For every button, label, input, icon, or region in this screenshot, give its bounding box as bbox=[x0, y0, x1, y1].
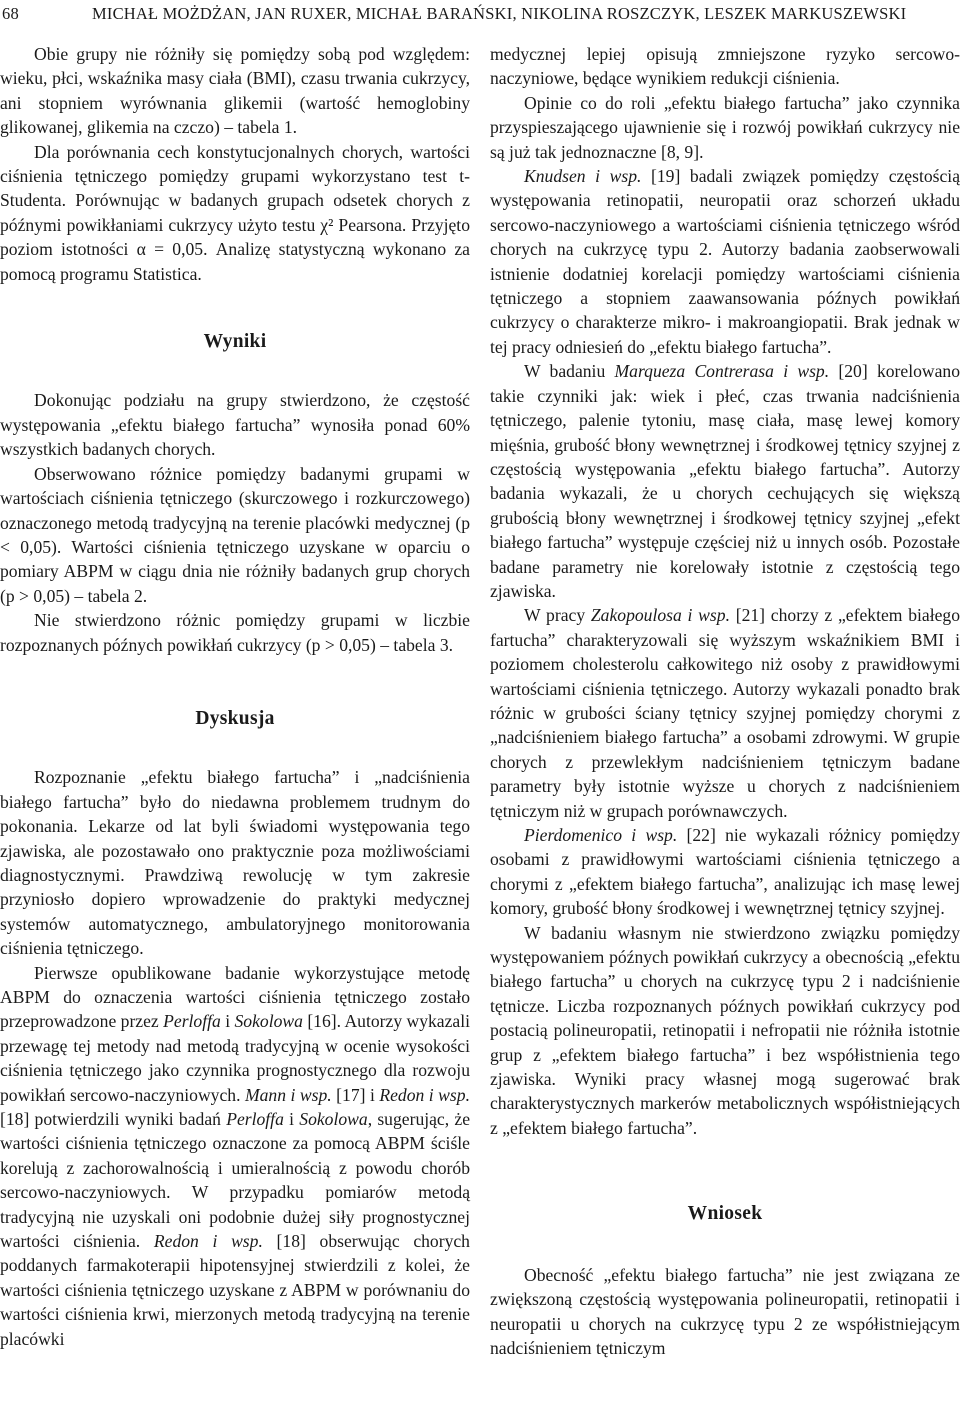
text-run: W badaniu bbox=[524, 361, 615, 382]
section-heading-results: Wyniki bbox=[203, 331, 267, 353]
text-run: i bbox=[220, 1011, 235, 1032]
page-number: 68 bbox=[2, 4, 19, 23]
paragraph-opinions: Opinie co do roli „efektu białego fartucha” jako czynnika przyspieszającego ujawnienie się i rozwój powikłań cukrzycy nie są już tak jednoznaczne [8, 9]. bbox=[490, 92, 960, 162]
author-name: Mann i wsp. bbox=[244, 1084, 332, 1105]
text-run: i bbox=[283, 1109, 300, 1130]
paragraph-results-3: Nie stwierdzono różnic pomiędzy grupami w liczbie rozpoznanych późnych powikłań cukrzycy (p > 0,05) – tabela 3. bbox=[0, 610, 470, 655]
author-name: Redon i wsp. bbox=[379, 1084, 470, 1105]
author-name: Marqueza Contrerasa i wsp. bbox=[614, 361, 830, 382]
paragraph-continuation: medycznej lepiej opisują zmniejszone ryzyko sercowo-naczyniowe, będące wynikiem redukcji ciśnienia. bbox=[490, 44, 960, 89]
author-running-head: MICHAŁ MOŻDŻAN, JAN RUXER, MICHAŁ BARAŃSKI, NIKOLINA ROSZCZYK, LESZEK MARKUSZEWSKI bbox=[92, 4, 907, 23]
right-column bbox=[490, 42, 960, 1360]
section-heading-conclusion: Wniosek bbox=[687, 1203, 763, 1225]
text-run: [18] potwierdzili wyniki badań bbox=[0, 1109, 227, 1130]
paragraph-results-2: Obserwowano różnice pomiędzy badanymi grupami w wartościach ciśnienia tętniczego (skurczowego i rozkurczowego) oznaczonego metodą tradycyjną na terenie placówki medycznej (p < 0,05). Wartości ciśnienia tętniczego uzyskane w oparciu o pomiary ABPM w ciągu dnia nie różniły badanych grup chorych (p > 0,05) – tabela 2. bbox=[0, 463, 470, 606]
text-run: , sugerując, że wartości ciśnienia tętniczego oznaczone za pomocą ABPM ściśle korelują z zachorowalnością i umieralnością z powodu chorób sercowo-naczyniowych. W przypadku pomiarów metodą tradycyjną nie uzyskali oni podobnie dużej siły prognostycznej wartości ciśnienia. bbox=[0, 1109, 471, 1252]
text-run: [16]. Autorzy wykazali przewagę tej metody nad metodą tradycyjną w ocenie wysokości ciśnienia tętniczego jako czynnika prognostycznego dla rozwoju powikłań sercowo-naczyniowych. bbox=[0, 1011, 471, 1105]
author-name: Perloffa bbox=[163, 1011, 221, 1032]
paragraph-zakopoulosa bbox=[490, 603, 960, 823]
author-name: Redon i wsp. bbox=[153, 1231, 263, 1252]
text-run: [20] korelowano takie czynniki jak: wiek i płeć, czas trwania nadciśnienia tętniczego, palenie tytoniu, masę ciała, masę lewej komory mięśnia, grubość błony wewnętrznej i środkowej tętnicy szyjnej z częstością występowania „efektu białego fartucha”. Autorzy badania wykazali, że u chorych cechujących się większą grubością błony wewnętrznej i środkowej tętnicy szyjnej „efekt białego fartucha” występuje częściej niż u innych osób. Pozostałe badane parametry nie korelowały istotnie z częstością tego zjawiska. bbox=[490, 361, 960, 601]
left-column bbox=[0, 42, 470, 1351]
text-run: [22] nie wykazali różnicy pomiędzy osobami z prawidłowymi wartościami ciśnienia tętniczego a chorymi z „efektem białego fartucha”, analizując ich masę lewej komory, grubość błony środkowej i wewnętrznej tętnicy szyjnej. bbox=[490, 825, 960, 919]
running-header bbox=[0, 4, 960, 28]
paragraph-knudsen bbox=[490, 164, 960, 359]
text-run: Pierwsze opublikowane badanie wykorzystujące metodę ABPM do oznaczenia wartości ciśnienia tętniczego zostało przeprowadzone przez bbox=[0, 962, 470, 1032]
paragraph-marqueza bbox=[490, 359, 960, 603]
paragraph-own-study: W badaniu własnym nie stwierdzono związku pomiędzy występowaniem późnych powikłań cukrzycy a obecnością „efektu białego fartucha” u chorych na cukrzycę typu 2 i nadciśnienie tętnicze. Liczba rozpoznanych późnych powikłań cukrzycy pod postacią polineuropatii, retinopatii i nefropatii nie różniła istotnie grup z „efektem białego fartucha” i bez współistnienia tego zjawiska. Wyniki pracy własnej mogą sugerować brak charakterystycznych markerów metabolicznych współistniejących z „efektem białego fartucha”. bbox=[490, 922, 960, 1138]
paragraph-discussion-1: Rozpoznanie „efektu białego fartucha” i „nadciśnienia białego fartucha” było do niedawna problemem trudnym do pokonania. Lekarze od lat byli świadomi występowania tego zjawiska, ale pozostawało ono praktycznie poza możliwościami diagnostycznymi. Prawdziwą rewolucję w tym zakresie przyniosło dopiero wprowadzenie do praktyki medycznej systemów automatycznego, ambulatoryjnego monitorowania ciśnienia tętniczego. bbox=[0, 767, 470, 959]
paragraph-results-1: Dokonując podziału na grupy stwierdzono, że częstość występowania „efektu białego fartucha” wynosiła ponad 60% wszystkich badanych chorych. bbox=[0, 390, 470, 460]
section-heading-discussion: Dyskusja bbox=[195, 707, 275, 729]
text-run: [17] i bbox=[331, 1084, 380, 1105]
paragraph-groups-comparison: Obie grupy nie różniły się pomiędzy sobą pod względem: wieku, płci, wskaźnika masy ciała (BMI), czasu trwania cukrzycy, ani stopniem wyrównania glikemii (wartość hemoglobiny glikowanej, glikemia na czczo) – tabela 1. bbox=[0, 44, 470, 138]
author-name: Sokolowa bbox=[299, 1109, 368, 1130]
author-name: Sokolowa bbox=[234, 1011, 303, 1032]
text-run: [21] chorzy z „efektem białego fartucha” charakteryzowali się wyższym wskaźnikiem BMI i poziomem cholesterolu całkowitego niż osoby z prawidłowymi wartościami ciśnienia tętniczego. Autorzy wykazali ponadto brak różnic w grubości ściany tętnicy szyjnej pomiędzy chorymi z „nadciśnieniem białego fartucha” a osobami zdrowymi. W grupie chorych z przewlekłym nadciśnieniem tętniczym badane parametry były istotnie wyższe u chorych z nadciśnieniem tętniczym niż w grupach porównawczych. bbox=[490, 605, 960, 821]
paragraph-discussion-2 bbox=[0, 961, 470, 1352]
author-name: Zakopoulosa i wsp. bbox=[590, 605, 730, 626]
paragraph-pierdomenico bbox=[490, 823, 960, 921]
text-run: [18] obserwując chorych poddanych farmakoterapii hipotensyjnej stwierdzili z kolei, że wartości ciśnienia tętniczego uzyskane z ABPM w porównaniu do wartości ciśnienia krwi, mierzonych metodą tradycyjną na terenie placówki bbox=[0, 1231, 470, 1349]
paragraph-conclusion: Obecność „efektu białego fartucha” nie jest związana ze zwiększoną częstością występowania polineuropatii, retinopatii i neuropatii u chorych na cukrzycę typu 2 ze współistniejącym nadciśnieniem tętniczym bbox=[490, 1264, 960, 1358]
text-run: [19] badali związek pomiędzy częstością występowania retinopatii, neuropatii oraz schorzeń układu sercowo-naczyniowego a wartościami ciśnienia tętniczego wśród chorych na cukrzycę typu 2. Autorzy badania zaobserwowali istnienie dodatniej korelacji pomiędzy wartościami ciśnienia tętniczego a stopniem zaawansowania późnych powikłań cukrzycy o charakterze mikro- i makroangiopatii. Brak jednak w tej pracy odniesień do „efektu białego fartucha”. bbox=[490, 166, 960, 357]
author-name: Pierdomenico i wsp. bbox=[524, 825, 678, 845]
paragraph-statistics: Dla porównania cech konstytucjonalnych chorych, wartości ciśnienia tętniczego pomiędzy grupami wykorzystano test t-Studenta. Porównując w badanych grupach odsetek chorych z późnymi powikłaniami cukrzycy użyto testu χ² Pearsona. Przyjęto poziom istotności α = 0,05. Analizę statystyczną wykonano za pomocą programu Statistica. bbox=[0, 141, 470, 284]
author-name: Perloffa bbox=[226, 1109, 284, 1130]
author-name: Knudsen i wsp. bbox=[524, 166, 642, 187]
text-run: W pracy bbox=[524, 605, 591, 626]
